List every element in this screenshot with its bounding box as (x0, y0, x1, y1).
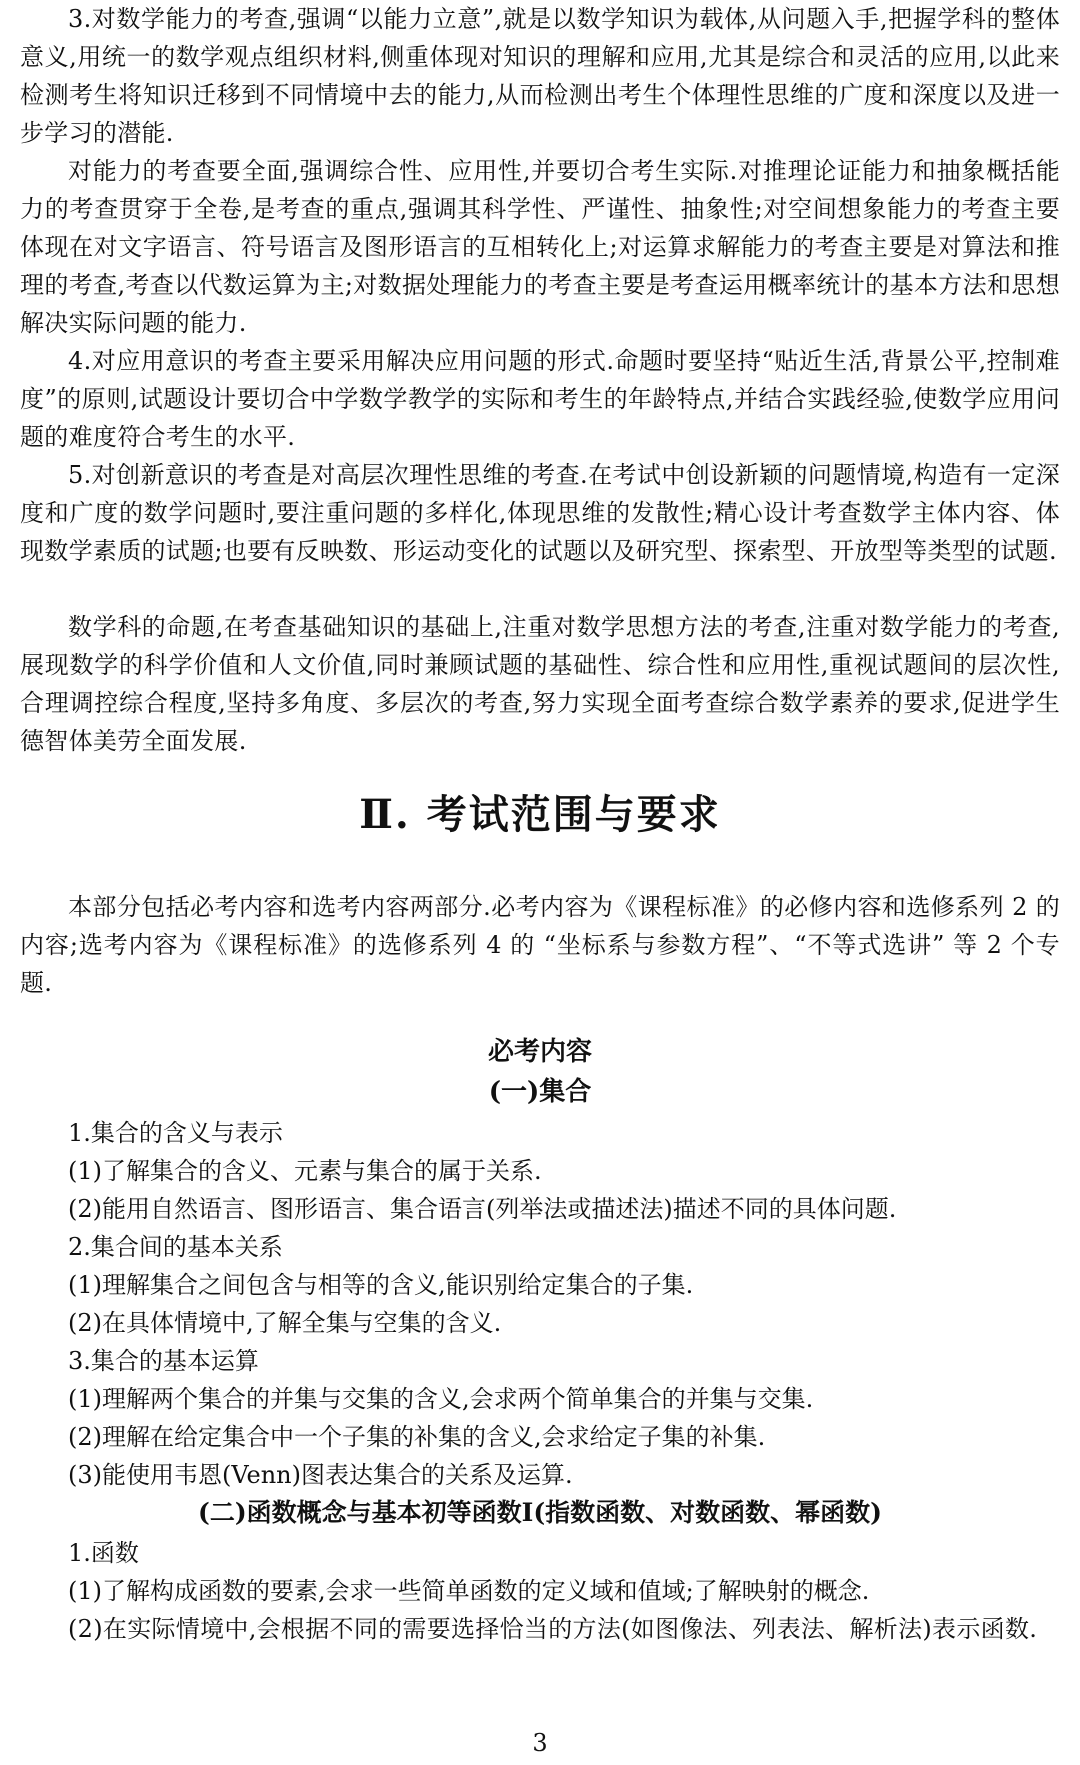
list-item: (2)能用自然语言、图形语言、集合语言(列举法或描述法)描述不同的具体问题. (68, 1195, 897, 1223)
list-item: 1.函数 (68, 1539, 139, 1567)
page-number: 3 (532, 1729, 548, 1757)
list-item: (1)了解构成函数的要素,会求一些简单函数的定义域和值域;了解映射的概念. (68, 1577, 870, 1605)
list-item: 2.集合间的基本关系 (68, 1233, 283, 1261)
required-content-heading: 必考内容 (487, 1037, 592, 1067)
list-item: (2)理解在给定集合中一个子集的补集的含义,会求给定子集的补集. (68, 1423, 766, 1451)
paragraph-math-ability: 3.对数学能力的考查,强调“以能力立意”,就是以数学知识为载体,从问题入手,把握学科的整体意义,用统一的数学观点组织材料,侧重体现对知识的理解和应用,尤其是综合和灵活的应用,以此来检测考生将知识迁移到不同情境中去的能力,从而检测出考生个体理性思维的广度和深度以及进一步学习的潜能. (20, 5, 1060, 147)
sets-heading: (一)集合 (488, 1077, 592, 1107)
list-item: (2)在具体情境中,了解全集与空集的含义. (68, 1309, 502, 1337)
paragraph-ability-assessment: 对能力的考查要全面,强调综合性、应用性,并要切合考生实际.对推理论证能力和抽象概括能力的考查贯穿于全卷,是考查的重点,强调其科学性、严谨性、抽象性;对空间想象能力的考查主要体现在对文字语言、符号语言及图形语言的互相转化上;对运算求解能力的考查主要是对算法和推理的考查,考查以代数运算为主;对数据处理能力的考查主要是考查运用概率统计的基本方法和思想解决实际问题的能力. (20, 157, 1060, 337)
list-item: (1)理解集合之间包含与相等的含义,能识别给定集合的子集. (68, 1271, 694, 1299)
paragraph-scope-intro: 本部分包括必考内容和选考内容两部分.必考内容为《课程标准》的必修内容和选修系列 2 的内容;选考内容为《课程标准》的选修系列 4 的 “坐标系与参数方程”、“不等式选讲” 等 2 个专题. (20, 893, 1060, 997)
section-title: Ⅱ. 考试范围与要求 (359, 791, 721, 838)
list-item: 1.集合的含义与表示 (68, 1119, 283, 1147)
paragraph-innovation-awareness: 5.对创新意识的考查是对高层次理性思维的考查.在考试中创设新颖的问题情境,构造有一定深度和广度的数学问题时,要注重问题的多样化,体现思维的发散性;精心设计考查数学主体内容、体现数学素质的试题;也要有反映数、形运动变化的试题以及研究型、探索型、开放型等类型的试题. (20, 461, 1060, 565)
list-item: 3.集合的基本运算 (68, 1347, 259, 1375)
paragraph-application-awareness: 4.对应用意识的考查主要采用解决应用问题的形式.命题时要坚持“贴近生活,背景公平,控制难度”的原则,试题设计要切合中学数学教学的实际和考生的年龄特点,并结合实践经验,使数学应用问题的难度符合考生的水平. (20, 347, 1060, 451)
functions-heading: (二)函数概念与基本初等函数Ⅰ(指数函数、对数函数、幂函数) (197, 1498, 882, 1527)
list-item: (3)能使用韦恩(Venn)图表达集合的关系及运算. (68, 1461, 573, 1489)
paragraph-function-representation: (2)在实际情境中,会根据不同的需要选择恰当的方法(如图像法、列表法、解析法)表示函数. (68, 1615, 1038, 1643)
list-item: (1)理解两个集合的并集与交集的含义,会求两个简单集合的并集与交集. (68, 1385, 814, 1413)
paragraph-math-proposition: 数学科的命题,在考查基础知识的基础上,注重对数学思想方法的考查,注重对数学能力的考查,展现数学的科学价值和人文价值,同时兼顾试题的基础性、综合性和应用性,重视试题间的层次性,合理调控综合程度,坚持多角度、多层次的考查,努力实现全面考查综合数学素养的要求,促进学生德智体美劳全面发展. (20, 613, 1060, 755)
list-item: (1)了解集合的含义、元素与集合的属于关系. (68, 1157, 542, 1185)
